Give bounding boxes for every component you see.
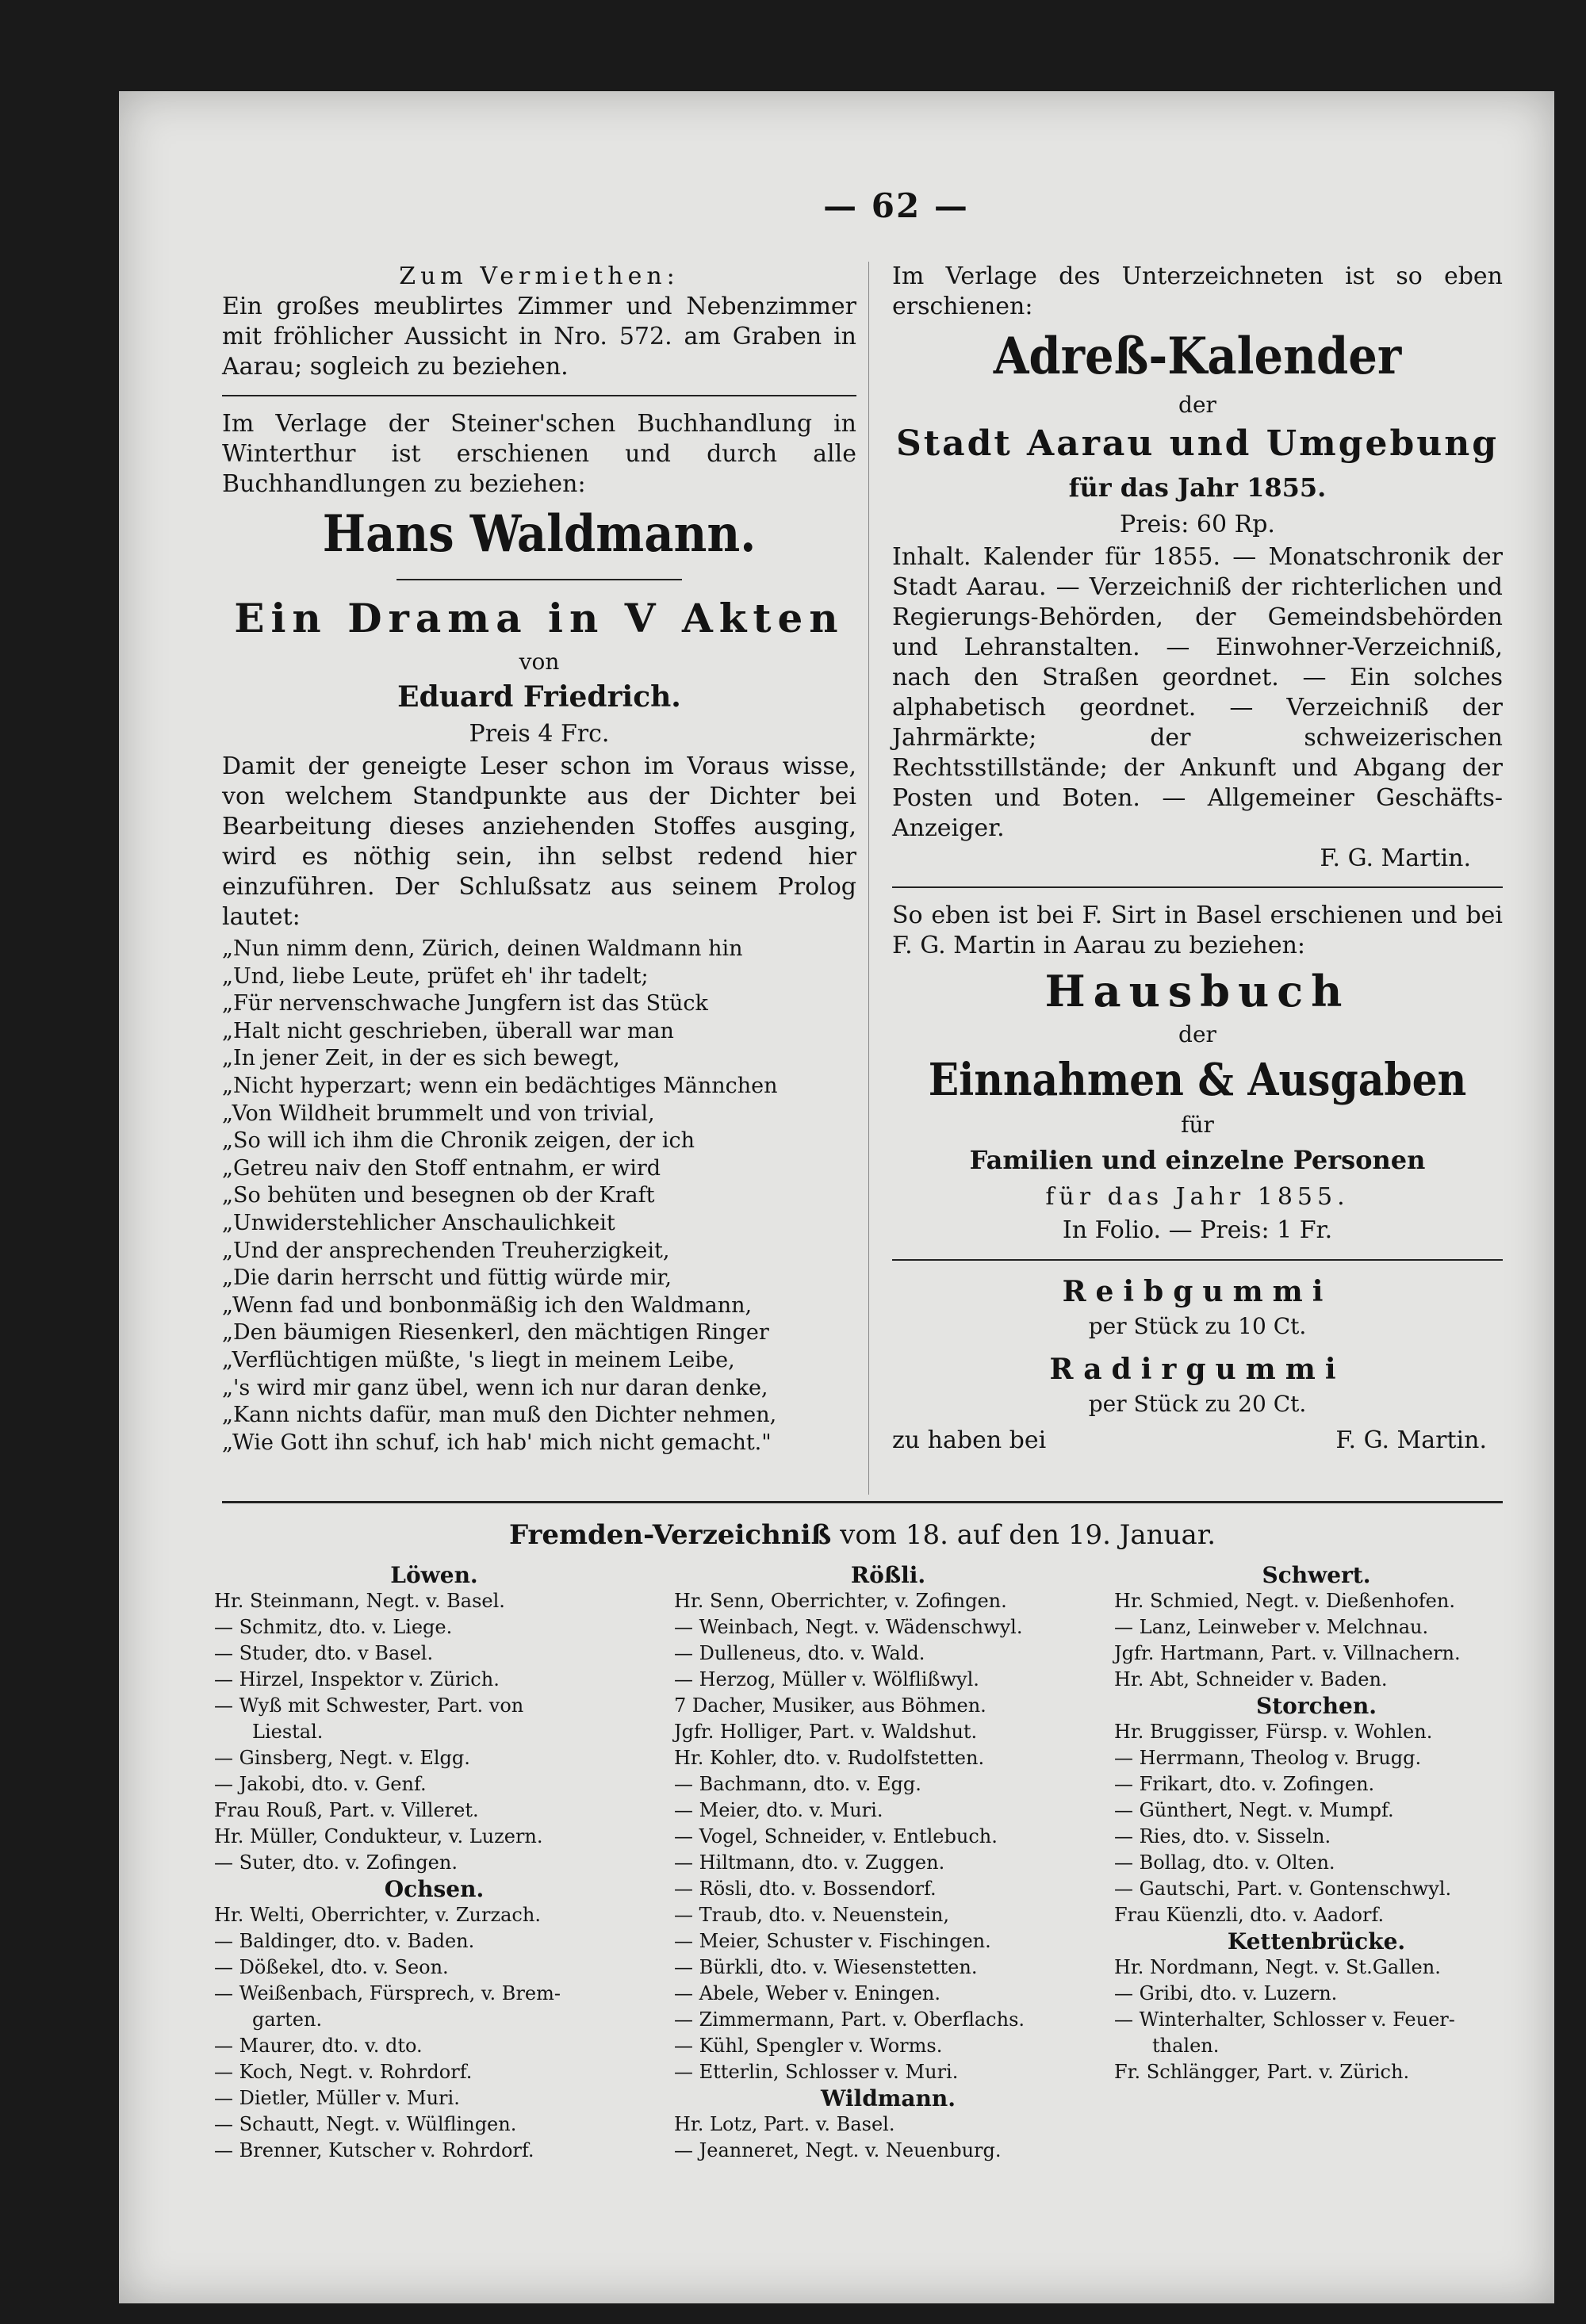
poem-line: „Nicht hyperzart; wenn ein bedächtiges Männchen [222, 1073, 778, 1098]
guest-entry: — Koch, Negt. v. Rohrdorf. [214, 2061, 473, 2083]
calendar-content: Inhalt. Kalender für 1855. — Monatschronik der Stadt Aarau. — Verzeichniß der richterlichen und Regierungs-Behörden, der Gemeindsbehörden und Lehranstalten. — Einwohner-Verzeichniß, nach den Straßen geordnet. — Ein solches alphabetisch geordnet. — Verzeichniß der Jahrmärkte; der schweizerischen Rechtsstillstände; der Ankunft und Abgang der Posten und Boten. — Allgemeiner Geschäfts-Anzeiger. [892, 543, 1503, 842]
hausbuch-fuer: für [1181, 1112, 1214, 1138]
calendar-ad-intro: Im Verlage des Unterzeichneten ist so eben erschienen: [892, 262, 1503, 320]
guest-entry: — Jakobi, dto. v. Genf. [214, 1773, 427, 1795]
hausbuch-ad-intro: So eben ist bei F. Sirt in Basel erschienen und bei F. G. Martin in Aarau zu beziehen: [892, 902, 1503, 959]
guest-entry: Frau Küenzli, dto. v. Aadorf. [1114, 1904, 1385, 1926]
guest-entry: — Gautschi, Part. v. Gontenschwyl. [1114, 1878, 1452, 1900]
guest-entry: — Vogel, Schneider, v. Entlebuch. [674, 1825, 998, 1847]
column-divider [868, 262, 869, 1495]
guest-entry: Hr. Nordmann, Negt. v. St.Gallen. [1114, 1956, 1441, 1978]
guest-entry: Fr. Schlängger, Part. v. Zürich. [1114, 2061, 1410, 2083]
guest-entry: 7 Dacher, Musiker, aus Böhmen. [674, 1694, 986, 1717]
poem-line: „Nun nimm denn, Zürich, deinen Waldmann hin [222, 936, 743, 961]
guest-entry: — Dößekel, dto. v. Seon. [214, 1956, 449, 1978]
calendar-signature: F. G. Martin. [1320, 844, 1471, 872]
calendar-year: für das Jahr 1855. [1068, 473, 1327, 503]
poem-line: „Und der ansprechenden Treuherzigkeit, [222, 1238, 670, 1263]
reibgummi-title: Reibgummi [1062, 1275, 1333, 1308]
guest-entry: — Weinbach, Negt. v. Wädenschwyl. [674, 1616, 1023, 1638]
guest-entry: — Maurer, dto. v. dto. [214, 2035, 423, 2057]
guest-entry: — Weißenbach, Fürsprech, v. Brem- [214, 1982, 561, 2004]
guest-entry: — Suter, dto. v. Zofingen. [214, 1851, 458, 1874]
radirgummi-title: Radirgummi [1049, 1353, 1346, 1386]
guest-entry: — Bürkli, dto. v. Wiesenstetten. [674, 1956, 978, 1978]
poem-line: „So will ich ihm die Chronik zeigen, der ich [222, 1128, 695, 1154]
fremden-column-1 [214, 1562, 654, 2164]
hotel-name: Schwert. [1262, 1562, 1371, 1588]
calendar-title: Adreß-Kalender [993, 327, 1402, 386]
fremden-column-3 [1114, 1562, 1519, 2085]
poem-line: „Getreu naiv den Stoff entnahm, er wird [222, 1155, 661, 1181]
reibgummi-price: per Stück zu 10 Ct. [1088, 1313, 1307, 1339]
hotel-name: Rößli. [850, 1562, 926, 1588]
hotel-name: Ochsen. [384, 1876, 485, 1902]
guest-entry: thalen. [1152, 2035, 1220, 2057]
guest-entry: — Wyß mit Schwester, Part. von [214, 1694, 524, 1717]
guest-entry: — Herrmann, Theolog v. Brugg. [1114, 1747, 1422, 1769]
book-ad-intro: Im Verlage der Steiner'schen Buchhandlung in Winterthur ist erschienen und durch alle Buchhandlungen zu beziehen: [222, 410, 856, 498]
poem-line: „Wenn fad und bonbonmäßig ich den Waldmann, [222, 1292, 753, 1318]
guest-entry: — Etterlin, Schlosser v. Muri. [674, 2061, 959, 2083]
gummi-footer-right: F. G. Martin. [1335, 1426, 1487, 1454]
hausbuch-year: für das Jahr 1855. [1045, 1183, 1350, 1211]
poem-line: „Wie Gott ihn schuf, ich hab' mich nicht gemacht." [222, 1430, 772, 1455]
poem-line: „In jener Zeit, in der es sich bewegt, [222, 1046, 620, 1071]
guest-entry: Jgfr. Holliger, Part. v. Waldshut. [674, 1721, 978, 1743]
guest-entry: Hr. Welti, Oberrichter, v. Zurzach. [214, 1904, 541, 1926]
guest-entry: — Frikart, dto. v. Zofingen. [1114, 1773, 1375, 1795]
hotel-name: Storchen. [1256, 1693, 1377, 1719]
guest-entry: Liestal. [252, 1721, 324, 1743]
guest-entry: — Ries, dto. v. Sisseln. [1114, 1825, 1331, 1847]
guest-entry: — Herzog, Müller v. Wölflißwyl. [674, 1668, 979, 1690]
guest-entry: — Hiltmann, dto. v. Zuggen. [674, 1851, 945, 1874]
guest-entry: — Dietler, Müller v. Muri. [214, 2087, 460, 2109]
hausbuch-format-price: In Folio. — Preis: 1 Fr. [1062, 1216, 1333, 1244]
guest-entry: — Rösli, dto. v. Bossendorf. [674, 1878, 937, 1900]
fremden-title [222, 1518, 1503, 1552]
guest-entry: Hr. Abt, Schneider v. Baden. [1114, 1668, 1388, 1690]
guest-entry: — Brenner, Kutscher v. Rohrdorf. [214, 2139, 534, 2161]
hausbuch-der: der [1178, 1021, 1216, 1047]
poem-line: „Und, liebe Leute, prüfet eh' ihr tadelt; [222, 963, 649, 989]
poem-line: „Von Wildheit brummelt und von trivial, [222, 1101, 655, 1126]
radirgummi-price: per Stück zu 20 Ct. [1088, 1391, 1307, 1417]
poem-line: „'s wird mir ganz übel, wenn ich nur daran denke, [222, 1375, 768, 1400]
divider [396, 579, 682, 580]
poem-line: „Den bäumigen Riesenkerl, den mächtigen Ringer [222, 1320, 769, 1346]
hotel-name: Löwen. [390, 1562, 478, 1588]
poem-line: „Verflüchtigen müßte, 's liegt in meinem Leibe, [222, 1347, 735, 1373]
guest-entry: garten. [252, 2008, 323, 2031]
rental-notice-title: Zum Vermiethen: [399, 262, 680, 290]
book-price: Preis 4 Frc. [469, 720, 610, 748]
poem-line: „Halt nicht geschrieben, überall war man [222, 1018, 674, 1043]
guest-entry: — Bachmann, dto. v. Egg. [674, 1773, 921, 1795]
guest-entry: — Schautt, Negt. v. Wülflingen. [214, 2113, 517, 2135]
book-subtitle: Ein Drama in V Akten [234, 595, 845, 641]
poem-line: „Kann nichts dafür, man muß den Dichter nehmen, [222, 1403, 777, 1428]
guest-entry: Hr. Bruggisser, Fürsp. v. Wohlen. [1114, 1721, 1433, 1743]
guest-entry: — Abele, Weber v. Eningen. [674, 1982, 940, 2004]
hausbuch-title: Hausbuch [1044, 966, 1350, 1017]
poem-line: „Die darin herrscht und füttig würde mir, [222, 1265, 672, 1291]
right-column [892, 262, 1503, 1456]
hotel-name: Kettenbrücke. [1227, 1928, 1406, 1955]
calendar-price: Preis: 60 Rp. [1120, 511, 1275, 538]
guest-entry: — Bollag, dto. v. Olten. [1114, 1851, 1335, 1874]
divider [892, 1259, 1503, 1261]
guest-entry: — Günthert, Negt. v. Mumpf. [1114, 1799, 1394, 1821]
book-ad-body: Damit der geneigte Leser schon im Voraus wisse, von welchem Standpunkte aus der Dichter bei Bearbeitung dieses anziehenden Stoffes ausging, wird es nöthig sein, ihn selbst redend hier einzuführen. Der Schlußsatz aus seinem Prolog lautet: [222, 752, 856, 931]
guest-entry: Hr. Kohler, dto. v. Rudolfstetten. [674, 1747, 985, 1769]
guest-entry: — Winterhalter, Schlosser v. Feuer- [1114, 2008, 1455, 2031]
page-number: — 62 — [823, 186, 969, 225]
guest-entry: — Meier, Schuster v. Fischingen. [674, 1930, 991, 1952]
guest-entry: — Baldinger, dto. v. Baden. [214, 1930, 475, 1952]
poem-line: „So behüten und besegnen ob der Kraft [222, 1183, 655, 1208]
guest-entry: — Lanz, Leinweber v. Melchnau. [1114, 1616, 1429, 1638]
hotel-name: Wildmann. [820, 2085, 956, 2112]
guest-entry: Hr. Lotz, Part. v. Basel. [674, 2113, 895, 2135]
prolog-poem [222, 936, 856, 1457]
guest-entry: — Studer, dto. v Basel. [214, 1642, 434, 1664]
guest-entry: — Kühl, Spengler v. Worms. [674, 2035, 943, 2057]
guest-entry: — Dulleneus, dto. v. Wald. [674, 1642, 925, 1664]
divider [892, 886, 1503, 888]
book-author: Eduard Friedrich. [397, 680, 681, 714]
guest-entry: — Ginsberg, Negt. v. Elgg. [214, 1747, 470, 1769]
guest-entry: Frau Rouß, Part. v. Villeret. [214, 1799, 479, 1821]
guest-entry: Jgfr. Hartmann, Part. v. Villnachern. [1114, 1642, 1461, 1664]
book-von: von [519, 649, 560, 675]
calendar-subtitle: Stadt Aarau und Umgebung [896, 423, 1499, 464]
guest-entry: — Zimmermann, Part. v. Oberflachs. [674, 2008, 1025, 2031]
hausbuch-subtitle: Einnahmen & Ausgaben [928, 1054, 1467, 1106]
fremden-title-bold: Fremden-Verzeichniß [508, 1519, 832, 1551]
book-title: Hans Waldmann. [322, 504, 757, 564]
rental-notice-text: Ein großes meublirtes Zimmer und Nebenzimmer mit fröhlicher Aussicht in Nro. 572. am Graben in Aarau; sogleich zu beziehen. [222, 293, 856, 381]
divider [222, 395, 856, 396]
guest-entry: — Traub, dto. v. Neuenstein, [674, 1904, 950, 1926]
hausbuch-subtitle2: Familien und einzelne Personen [969, 1145, 1426, 1175]
gummi-footer [892, 1426, 1503, 1456]
guest-entry: — Hirzel, Inspektor v. Zürich. [214, 1668, 500, 1690]
calendar-der: der [1178, 392, 1216, 418]
guest-entry: Hr. Steinmann, Negt. v. Basel. [214, 1590, 505, 1612]
guest-entry: Hr. Schmied, Negt. v. Dießenhofen. [1114, 1590, 1455, 1612]
guest-entry: Hr. Müller, Condukteur, v. Luzern. [214, 1825, 543, 1847]
poem-line: „Für nervenschwache Jungfern ist das Stück [222, 991, 708, 1017]
poem-line: „Unwiderstehlicher Anschaulichkeit [222, 1210, 615, 1235]
left-column [222, 262, 856, 1457]
guest-entry: — Gribi, dto. v. Luzern. [1114, 1982, 1338, 2004]
guest-entry: — Jeanneret, Negt. v. Neuenburg. [674, 2139, 1002, 2161]
guest-entry: — Meier, dto. v. Muri. [674, 1799, 883, 1821]
guest-entry: Hr. Senn, Oberrichter, v. Zofingen. [674, 1590, 1007, 1612]
gummi-footer-left: zu haben bei [892, 1426, 1047, 1454]
fremden-title-rest: vom 18. auf den 19. Januar. [831, 1519, 1216, 1551]
section-rule [222, 1501, 1503, 1503]
guest-entry: — Schmitz, dto. v. Liege. [214, 1616, 453, 1638]
fremden-column-2 [674, 1562, 1102, 2164]
